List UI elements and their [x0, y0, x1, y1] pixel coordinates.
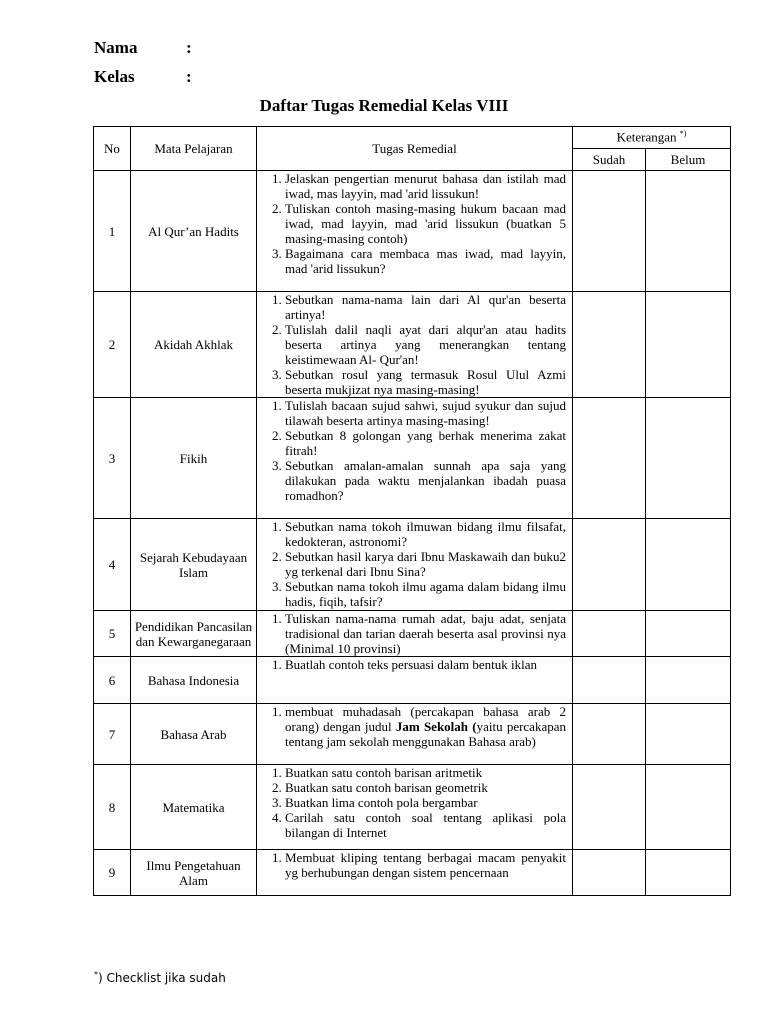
checkbox-cell-sudah[interactable]	[573, 398, 646, 519]
table-row	[94, 611, 731, 657]
page-title: Daftar Tugas Remedial Kelas VIII	[259, 96, 509, 115]
checkbox-cell-belum[interactable]	[646, 850, 731, 896]
task-item: 1. Jelaskan pengertian menurut bahasa dan istilah mad iwad, mas layyin, mad 'arid lissukun!	[285, 171, 566, 201]
row-subject: Sejarah Kebudayaan Islam	[131, 519, 257, 611]
row-no: 3	[94, 398, 131, 519]
checkbox-cell-belum[interactable]	[646, 765, 731, 850]
task-item: 2. Buatkan satu contoh barisan geometrik	[285, 780, 566, 795]
task-bold-title: Jam Sekolah (	[395, 719, 477, 734]
row-tasks	[257, 850, 573, 896]
table-row	[94, 850, 731, 896]
task-item: 1. Sebutkan nama-nama lain dari Al qur'an beserta artinya!	[285, 292, 566, 322]
task-text: yaitu percakapan tentang jam sekolah menggunakan Bahasa arab)	[285, 719, 566, 749]
task-item	[285, 704, 566, 749]
checkbox-cell-belum[interactable]	[646, 398, 731, 519]
table-row	[94, 704, 731, 765]
checkbox-cell-sudah[interactable]	[573, 171, 646, 292]
task-item: 2. Sebutkan 8 golongan yang berhak menerima zakat fitrah!	[285, 428, 566, 458]
footnote	[94, 970, 226, 985]
row-no: 9	[94, 850, 131, 896]
nama-colon: :	[186, 38, 192, 57]
col-header-subject: Mata Pelajaran	[131, 127, 257, 171]
task-item: 2. Sebutkan hasil karya dari Ibnu Maskawaih dan buku2 yg terkenal dari Ibnu Sina?	[285, 549, 566, 579]
task-item: 1. Buatkan satu contoh barisan aritmetik	[285, 765, 566, 780]
row-no: 5	[94, 611, 131, 657]
row-no: 4	[94, 519, 131, 611]
checkbox-cell-belum[interactable]	[646, 171, 731, 292]
checkbox-cell-sudah[interactable]	[573, 611, 646, 657]
kelas-label: Kelas	[94, 67, 135, 86]
col-header-done: Sudah	[573, 149, 646, 171]
footnote-text: ) Checklist jika sudah	[98, 971, 226, 985]
footnote-mark: *	[94, 970, 98, 979]
row-no: 6	[94, 657, 131, 704]
row-tasks	[257, 519, 573, 611]
task-item: 3. Sebutkan nama tokoh ilmu agama dalam bidang ilmu hadis, fiqih, tafsir?	[285, 579, 566, 609]
checkbox-cell-sudah[interactable]	[573, 704, 646, 765]
kelas-field	[94, 67, 192, 87]
checkbox-cell-belum[interactable]	[646, 519, 731, 611]
task-text: membuat muhadasah (percakapan bahasa arab 2 orang) dengan judul	[285, 704, 566, 734]
task-item: 3. Buatkan lima contoh pola bergambar	[285, 795, 566, 810]
table-row	[94, 171, 731, 292]
checkbox-cell-belum[interactable]	[646, 611, 731, 657]
row-subject: Pendidikan Pancasilan dan Kewarganegaraan	[131, 611, 257, 657]
col-header-note	[573, 127, 731, 149]
row-tasks	[257, 611, 573, 657]
row-no: 2	[94, 292, 131, 398]
table-row	[94, 765, 731, 850]
checkbox-cell-belum[interactable]	[646, 704, 731, 765]
row-subject: Fikih	[131, 398, 257, 519]
checkbox-cell-belum[interactable]	[646, 657, 731, 704]
col-header-no: No	[94, 127, 131, 171]
task-item: 1. Buatlah contoh teks persuasi dalam bentuk iklan	[285, 657, 566, 672]
checkbox-cell-belum[interactable]	[646, 292, 731, 398]
row-tasks	[257, 765, 573, 850]
col-header-note-label: Keterangan	[616, 129, 677, 145]
task-item: 1. Tulislah bacaan sujud sahwi, sujud syukur dan sujud tilawah beserta artinya masing-masing!	[285, 398, 566, 428]
row-no: 8	[94, 765, 131, 850]
task-item: 3. Bagaimana cara membaca mas iwad, mad layyin, mad 'arid lissukun?	[285, 246, 566, 276]
row-tasks	[257, 657, 573, 704]
task-item: 3. Sebutkan amalan-amalan sunnah apa saja yang dilakukan pada waktu menjalankan ibadah puasa romadhon?	[285, 458, 566, 503]
table-row	[94, 519, 731, 611]
col-header-notdone: Belum	[646, 149, 731, 171]
row-tasks	[257, 171, 573, 292]
table-header-row	[94, 127, 731, 149]
checkbox-cell-sudah[interactable]	[573, 765, 646, 850]
row-subject: Ilmu Pengetahuan Alam	[131, 850, 257, 896]
task-item: 1. Sebutkan nama tokoh ilmuwan bidang ilmu filsafat, kedokteran, astronomi?	[285, 519, 566, 549]
task-item: 3. Sebutkan rosul yang termasuk Rosul Ulul Azmi beserta mukjizat nya masing-masing!	[285, 367, 566, 397]
checkbox-cell-sudah[interactable]	[573, 292, 646, 398]
remedial-task-table	[93, 126, 731, 896]
table-row	[94, 657, 731, 704]
checkbox-cell-sudah[interactable]	[573, 850, 646, 896]
row-no: 7	[94, 704, 131, 765]
row-subject: Bahasa Arab	[131, 704, 257, 765]
checkbox-cell-sudah[interactable]	[573, 657, 646, 704]
col-header-note-mark: *)	[679, 129, 687, 139]
row-tasks	[257, 292, 573, 398]
row-tasks	[257, 704, 573, 765]
task-item: 2. Tulislah dalil naqli ayat dari alqur'an atau hadits beserta artinya yang menerangkan tentang keistimewaan Al- Qur'an!	[285, 322, 566, 367]
nama-label: Nama	[94, 38, 138, 57]
task-item: 2. Tuliskan contoh masing-masing hukum bacaan mad iwad, mad layyin, mad 'arid lissukun (buatkan 5 masing-masing contoh)	[285, 201, 566, 246]
task-item: 4. Carilah satu contoh soal tentang aplikasi pola bilangan di Internet	[285, 810, 566, 840]
row-subject: Akidah Akhlak	[131, 292, 257, 398]
table-row	[94, 292, 731, 398]
row-tasks	[257, 398, 573, 519]
task-item: 1. Tuliskan nama-nama rumah adat, baju adat, senjata tradisional dan tarian daerah beserta asal provinsi nya (Minimal 10 provinsi)	[285, 611, 566, 656]
kelas-colon: :	[186, 67, 192, 86]
table-row	[94, 398, 731, 519]
nama-field	[94, 38, 192, 58]
task-item: 1. Membuat kliping tentang berbagai macam penyakit yg berhubungan dengan sistem pencernaan	[285, 850, 566, 880]
row-no: 1	[94, 171, 131, 292]
row-subject: Matematika	[131, 765, 257, 850]
row-subject: Al Qur’an Hadits	[131, 171, 257, 292]
col-header-task: Tugas Remedial	[257, 127, 573, 171]
row-subject: Bahasa Indonesia	[131, 657, 257, 704]
checkbox-cell-sudah[interactable]	[573, 519, 646, 611]
